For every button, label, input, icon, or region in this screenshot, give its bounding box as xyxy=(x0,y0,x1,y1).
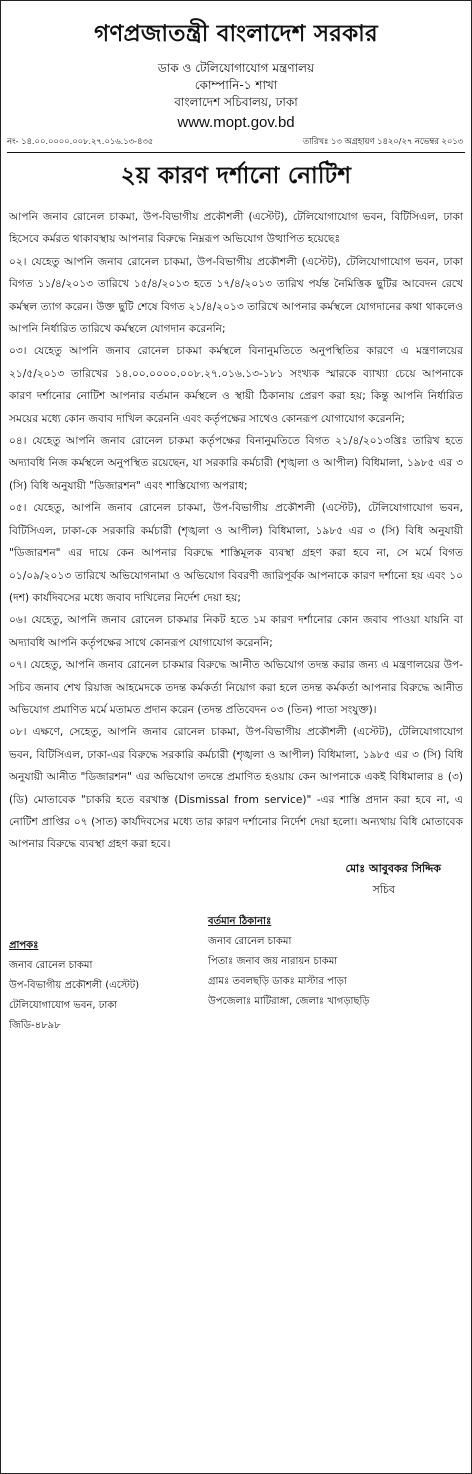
paragraph-08: ০৮। এক্ষণে, সেহেতু, আপনি জনাব রোনেল চাকমা, উপ-বিভাগীয় প্রকৌশলী (এস্টেট), টেলিযোগাযোগ ভবন, বিটিসিএল, ঢাকা-এর বিরুদ্ধে সরকারি কর্মচারী (শৃঙ্খলা ও আপীল) বিধিমালা, ১৯৮৫ এর ৩ (সি) বিধি অনুযায়ী আনীত "ডিজারশন" এর অভিযোগ তদন্তে প্রমাণিত হওয়ায় কেন আপনাকে একই বিধিমালার ৪ (৩) (ডি) মোতাবেক "চাকরি হতে বরখাস্ত (Dismissal from service)" -এর শাস্তি প্রদান করা হবে না, এ নোটিশ প্রাপ্তির ০৭ (সাত) কার্যদিবসের মধ্যে তার কারণ দর্শানোর নির্দেশ দেয়া হলো। অন্যথায় বিধি মোতাবেক আপনার বিরুদ্ধে ব্যবস্থা গ্রহণ করা হবে। xyxy=(9,726,463,851)
memo-number: নং- ১৪.০০.০০০০.০০৮.২৭.০১৬.১৩-৪৩৫ xyxy=(7,136,154,146)
current-address-line: গ্রামঃ তবলছড়ি ডাকঃ মাস্টার পাড়া xyxy=(208,975,347,987)
paragraph-03: ০৩। যেহেতু আপনি জনাব রোনেল চাকমা কর্মস্থলে বিনানুমতিতে অনুপস্থিতির কারণে এ মন্ত্রণালয়ের ২১/৫/২০১৩ তারিখের ১৪.০০.০০০০.০০৮.২৭.০১৬.১৩-১৮১ সংখ্যক স্মারকে ব্যাখ্যা চেয়ে আপনাকে কারণ দর্শানোর নোটিশ আপনার বর্তমান কর্মস্থলে ও স্থায়ী ঠিকানায় প্রেরণ করা হয়; কিন্তু আপনি নির্ধারিত সময়ের মধ্যে কোন জবাব দাখিল করেননি এবং কর্তৃপক্ষের সাথেও কোনরূপ যোগাযোগ করেননি; xyxy=(9,345,463,425)
recipient-block xyxy=(9,936,139,1036)
recipient-heading: প্রাপকঃ xyxy=(9,939,39,951)
paragraph-05: ০৫। যেহেতু, আপনি জনাব রোনেল চাকমা, উপ-বিভাগীয় প্রকৌশলী (এস্টেট), টেলিযোগাযোগ ভবন, বিটিসিএল, ঢাকা-কে সরকারি কর্মচারী (শৃঙ্খলা ও আপীল) বিধিমালা, ১৯৮৫ এর ৩ (সি) বিধি অনুযায়ী "ডিজারশন" এর দায়ে কেন আপনার বিরুদ্ধে শাস্তিমূলক ব্যবস্থা গ্রহণ করা হবে না, সে মর্মে বিগত ০১/০৯/২০১৩ তারিখে অভিযোগনামা ও অভিযোগ বিবরণী জারিপূর্বক আপনাকে কারণ দর্শানো হয় এবং ১০ (দশ) কার্যদিবসের মধ্যে জবাব দাখিলের নির্দেশ দেয়া হয়; xyxy=(9,502,463,604)
notice-title: ২য় কারণ দর্শানো নোটিশ xyxy=(120,163,352,189)
current-address-line: জনাব রোনেল চাকমা xyxy=(208,935,292,947)
recipient-line: উপ-বিভাগীয় প্রকৌশলী (এস্টেট) xyxy=(9,979,140,991)
signatory-designation: সচিব xyxy=(372,882,395,896)
office-address: বাংলাদেশ সচিবালয়, ঢাকা xyxy=(174,95,298,109)
notice-body xyxy=(9,206,463,856)
ministry-name: ডাক ও টেলিযোগাযোগ মন্ত্রণালয় xyxy=(157,61,315,75)
paragraph-intro: আপনি জনাব রোনেল চাকমা, উপ-বিভাগীয় প্রকৌশলী (এস্টেট), টেলিযোগাযোগ ভবন, বিটিসিএল, ঢাকা হিসেবে কর্মরত থাকাবস্থায় আপনার বিরুদ্ধে নিম্নরূপ অভিযোগ উত্থাপিত হয়েছেঃ xyxy=(9,211,463,246)
section-name: কোম্পানি-১ শাখা xyxy=(194,78,278,92)
recipient-line: টেলিযোগাযোগ ভবন, ঢাকা xyxy=(9,999,118,1011)
signatory-name: মোঃ আবুবকর সিদ্দিক xyxy=(345,861,441,875)
government-title: গণপ্রজাতন্ত্রী বাংলাদেশ সরকার xyxy=(94,21,378,47)
current-address-line: পিতাঃ জনাব জয় নারায়ন চাকমা xyxy=(208,955,338,967)
address-section xyxy=(1,900,471,1050)
letterhead xyxy=(1,15,471,133)
website-link[interactable]: www.mopt.gov.bd xyxy=(177,114,295,131)
signature-block xyxy=(1,858,441,900)
reference-row xyxy=(7,135,463,149)
current-address-line: উপজেলাঃ মাটিরাঙ্গা, জেলাঃ খাগড়াছড়ি xyxy=(208,995,370,1007)
recipient-line: জনাব রোনেল চাকমা xyxy=(9,959,93,971)
paragraph-02: ০২। যেহেতু আপনি জনাব রোনেল চাকমা, উপ-বিভাগীয় প্রকৌশলী (এস্টেট), টেলিযোগাযোগ ভবন, ঢাকা বিগত ১১/৪/২০১৩ তারিখে ১৫/৪/২০১৩ হতে ১৭/৪/২০১৩ তারিখ পর্যন্ত নৈমিত্তিক ছুটির আবেদন রেখে কর্মস্থল ত্যাগ করেন। উক্ত ছুটি শেষে বিগত ২১/৪/২০১৩ তারিখে আপনার কর্মস্থলে যোগদানের কথা থাকলেও আপনি নির্ধারিত তারিখে কর্মস্থলে যোগদান করেননি; xyxy=(9,255,463,336)
current-address-heading: বর্তমান ঠিকানাঃ xyxy=(208,915,272,927)
paragraph-06: ০৬। যেহেতু, আপনি জনাব রোনেল চাকমার নিকট হতে ১ম কারণ দর্শানোর কোন জবাব পাওয়া যায়নি বা অদ্যাবধি আপনি কর্তৃপক্ষের সাথে কোনরূপ যোগাযোগ করেননি; xyxy=(9,614,463,649)
memo-date: তারিখঃ ১৩ অগ্রহায়ণ ১৪২০/২৭ নভেম্বর ২০১৩ xyxy=(302,136,463,146)
paragraph-07: ০৭। যেহেতু, আপনি জনাব রোনেল চাকমার বিরুদ্ধে আনীত অভিযোগ তদন্ত করার জন্য এ মন্ত্রণালয়ের উপ-সচিব জনাব শেখ রিয়াজ আহমেদকে তদন্ত কর্মকর্তা নিয়োগ করা হলে তদন্ত কর্মকর্তা আপনার বিরুদ্ধে আনীত অভিযোগ প্রমাণিত মর্মে মতামত প্রদান করেন (তদন্ত প্রতিবেদন ০৩ (তিন) পাতা সংযুক্ত)। xyxy=(9,659,463,716)
header-divider xyxy=(7,152,465,153)
recipient-line: জিডি-৪৮৯৮ xyxy=(9,1019,61,1031)
paragraph-04: ০৪। যেহেতু আপনি জনাব রোনেল চাকমা কর্তৃপক্ষের বিনানুমতিতে বিগত ২১/৪/২০১৩খ্রিঃ তারিখ হতে অদ্যাবধি নিজ কর্মস্থলে অনুপস্থিত রয়েছেন, যা সরকারি কর্মচারী (শৃঙ্খলা ও আপীল) বিধিমালা, ১৯৮৫ এর ৩ (সি) বিধি অনুযায়ী "ডিজারশন" এবং শাস্তিযোগ্য অপরাধ; xyxy=(9,435,463,492)
current-address-block xyxy=(208,912,369,1012)
